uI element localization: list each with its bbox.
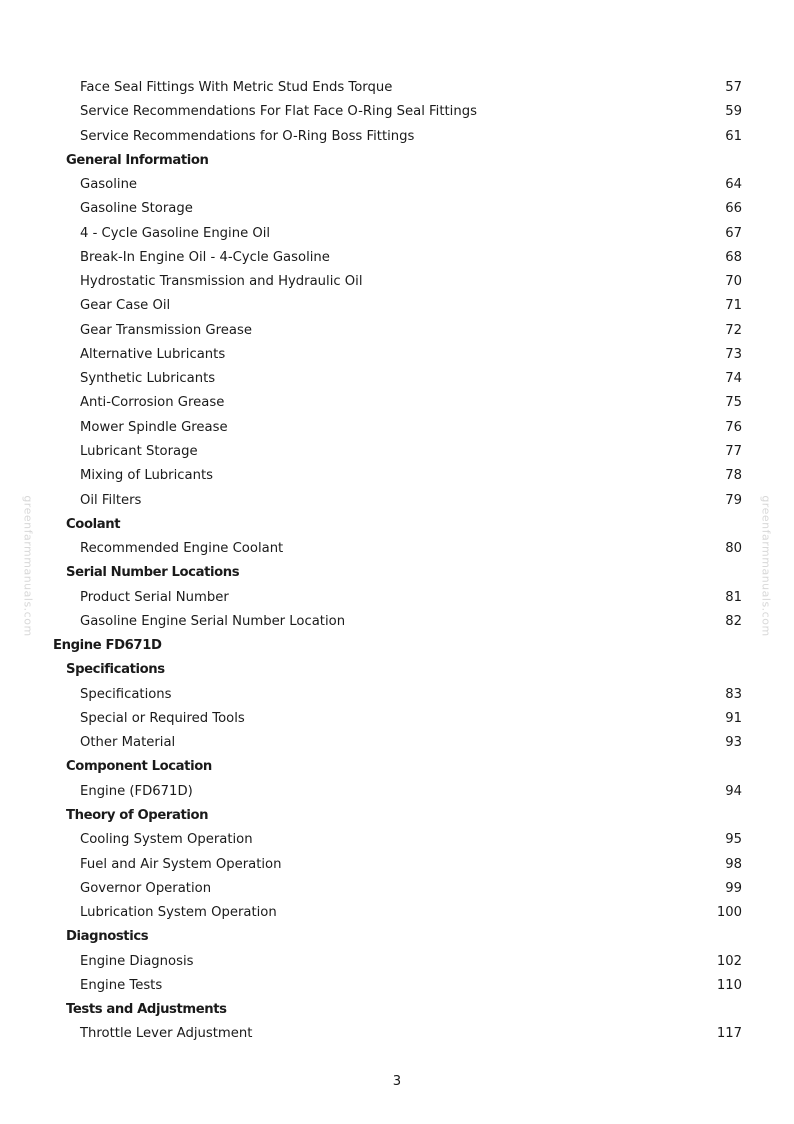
toc-entry[interactable] [0,707,794,731]
toc-entry-title: Hydrostatic Transmission and Hydraulic Oil [80,274,363,290]
toc-section-heading [0,925,794,949]
toc-entry-title: Specifications [66,662,165,678]
toc-entry[interactable] [0,853,794,877]
toc-entry-page-number: 73 [725,346,742,362]
toc-entry[interactable] [0,391,794,415]
toc-entry-page-number: 78 [725,468,742,484]
toc-entry[interactable] [0,343,794,367]
toc-entry-title: Fuel and Air System Operation [80,856,282,872]
toc-entry-page-number: 80 [725,541,742,557]
toc-entry-title: Break-In Engine Oil - 4-Cycle Gasoline [80,249,330,265]
toc-entry-title: Recommended Engine Coolant [80,541,284,557]
toc-entry[interactable] [0,828,794,852]
toc-section-heading [0,804,794,828]
toc-entry-page-number: 74 [725,371,742,387]
toc-entry[interactable] [0,877,794,901]
toc-entry-page-number: 57 [725,80,742,95]
toc-entry[interactable] [0,1022,794,1046]
toc-entry-page-number: 66 [725,201,742,217]
toc-entry-title: Gasoline Engine Serial Number Location [80,613,346,629]
toc-entry-page-number: 75 [725,395,742,411]
watermark-right: greenfarmmanuals.com [759,495,773,637]
toc-entry[interactable] [0,780,794,804]
toc-entry-page-number: 82 [725,613,742,629]
toc-entry-title: Product Serial Number [80,589,229,605]
toc-entry-title: Gear Case Oil [80,298,171,314]
toc-entry-page-number: 68 [725,249,742,265]
toc-entry[interactable] [0,731,794,755]
toc-entry[interactable] [0,464,794,488]
toc-entry-title: Lubrication System Operation [80,905,277,921]
toc-entry[interactable] [0,901,794,925]
toc-entry-page-number: 70 [725,274,742,290]
toc-entry-title: Special or Required Tools [80,710,245,726]
toc-entry-page-number: 76 [725,419,742,435]
toc-entry-title: Component Location [66,759,212,775]
toc-entry-title: Other Material [80,735,176,751]
toc-entry-title: Mower Spindle Grease [80,419,228,435]
toc-entry[interactable] [0,367,794,391]
toc-entry-page-number: 72 [725,322,742,338]
toc-entry-title: Service Recommendations for O-Ring Boss Fittings [80,128,415,144]
toc-entry-page-number: 95 [725,832,742,848]
toc-entry[interactable] [0,489,794,513]
toc-entry[interactable] [0,173,794,197]
toc-entry[interactable] [0,683,794,707]
toc-entry-page-number: 98 [725,856,742,872]
toc-entry-page-number: 61 [725,128,742,144]
toc-entry-page-number: 100 [716,905,742,921]
toc-entry-page-number: 102 [716,953,742,969]
page-number: 3 [392,1074,402,1089]
toc-section-heading [0,149,794,173]
toc-entry-title: Engine Tests [80,977,163,993]
toc-entry-title: Coolant [66,516,121,532]
table-of-contents [0,76,794,1047]
toc-entry-page-number: 71 [725,298,742,314]
toc-entry-title: Engine FD671D [53,638,162,654]
toc-entry[interactable] [0,586,794,610]
toc-entry-title: Engine Diagnosis [80,953,194,969]
toc-entry-title: Face Seal Fittings With Metric Stud Ends Torque [80,80,393,95]
toc-entry-page-number: 77 [725,443,742,459]
toc-entry-title: Serial Number Locations [66,565,240,581]
toc-entry[interactable] [0,270,794,294]
toc-entry-title: Mixing of Lubricants [80,468,213,484]
toc-entry[interactable] [0,610,794,634]
toc-entry[interactable] [0,125,794,149]
toc-entry-title: Synthetic Lubricants [80,371,216,387]
toc-entry-title: Gasoline [80,177,138,193]
toc-entry-title: Governor Operation [80,880,212,896]
toc-entry-page-number: 64 [725,177,742,193]
toc-entry-page-number: 81 [725,589,742,605]
toc-entry[interactable] [0,440,794,464]
watermark-left: greenfarmmanuals.com [21,495,35,637]
toc-entry-page-number: 59 [725,104,742,120]
toc-entry-page-number: 79 [725,492,742,508]
toc-entry-title: Cooling System Operation [80,832,253,848]
toc-entry[interactable] [0,294,794,318]
toc-section-heading [0,634,794,658]
toc-entry-title: General Information [66,152,209,168]
toc-entry[interactable] [0,537,794,561]
toc-entry[interactable] [0,76,794,100]
toc-entry[interactable] [0,197,794,221]
toc-entry[interactable] [0,100,794,124]
toc-entry-page-number: 117 [716,1026,742,1042]
toc-entry[interactable] [0,416,794,440]
toc-entry-title: Diagnostics [66,929,149,945]
toc-section-heading [0,513,794,537]
toc-section-heading [0,998,794,1022]
toc-entry-page-number: 83 [725,686,742,702]
toc-entry[interactable] [0,950,794,974]
toc-entry-title: Engine (FD671D) [80,783,193,799]
toc-entry-page-number: 93 [725,735,742,751]
toc-section-heading [0,755,794,779]
toc-entry-title: Alternative Lubricants [80,346,226,362]
toc-section-heading [0,658,794,682]
toc-entry-title: Service Recommendations For Flat Face O-Ring Seal Fittings [80,104,477,120]
toc-entry-title: Throttle Lever Adjustment [80,1026,253,1042]
toc-entry-title: Theory of Operation [66,807,209,823]
toc-entry-title: Anti-Corrosion Grease [80,395,225,411]
toc-entry-title: Lubricant Storage [80,443,198,459]
toc-entry-page-number: 99 [725,880,742,896]
toc-entry[interactable] [0,222,794,246]
toc-entry-page-number: 110 [716,977,742,993]
toc-entry-title: Gear Transmission Grease [80,322,252,338]
toc-entry-page-number: 91 [725,710,742,726]
toc-entry-title: Specifications [80,686,172,702]
toc-entry-title: Gasoline Storage [80,201,193,217]
toc-section-heading [0,561,794,585]
toc-entry-title: Tests and Adjustments [66,1002,227,1018]
toc-entry-page-number: 94 [725,783,742,799]
toc-entry[interactable] [0,246,794,270]
toc-entry-title: Oil Filters [80,492,142,508]
toc-entry-page-number: 67 [725,225,742,241]
toc-entry[interactable] [0,319,794,343]
toc-entry[interactable] [0,974,794,998]
toc-entry-title: 4 - Cycle Gasoline Engine Oil [80,225,271,241]
